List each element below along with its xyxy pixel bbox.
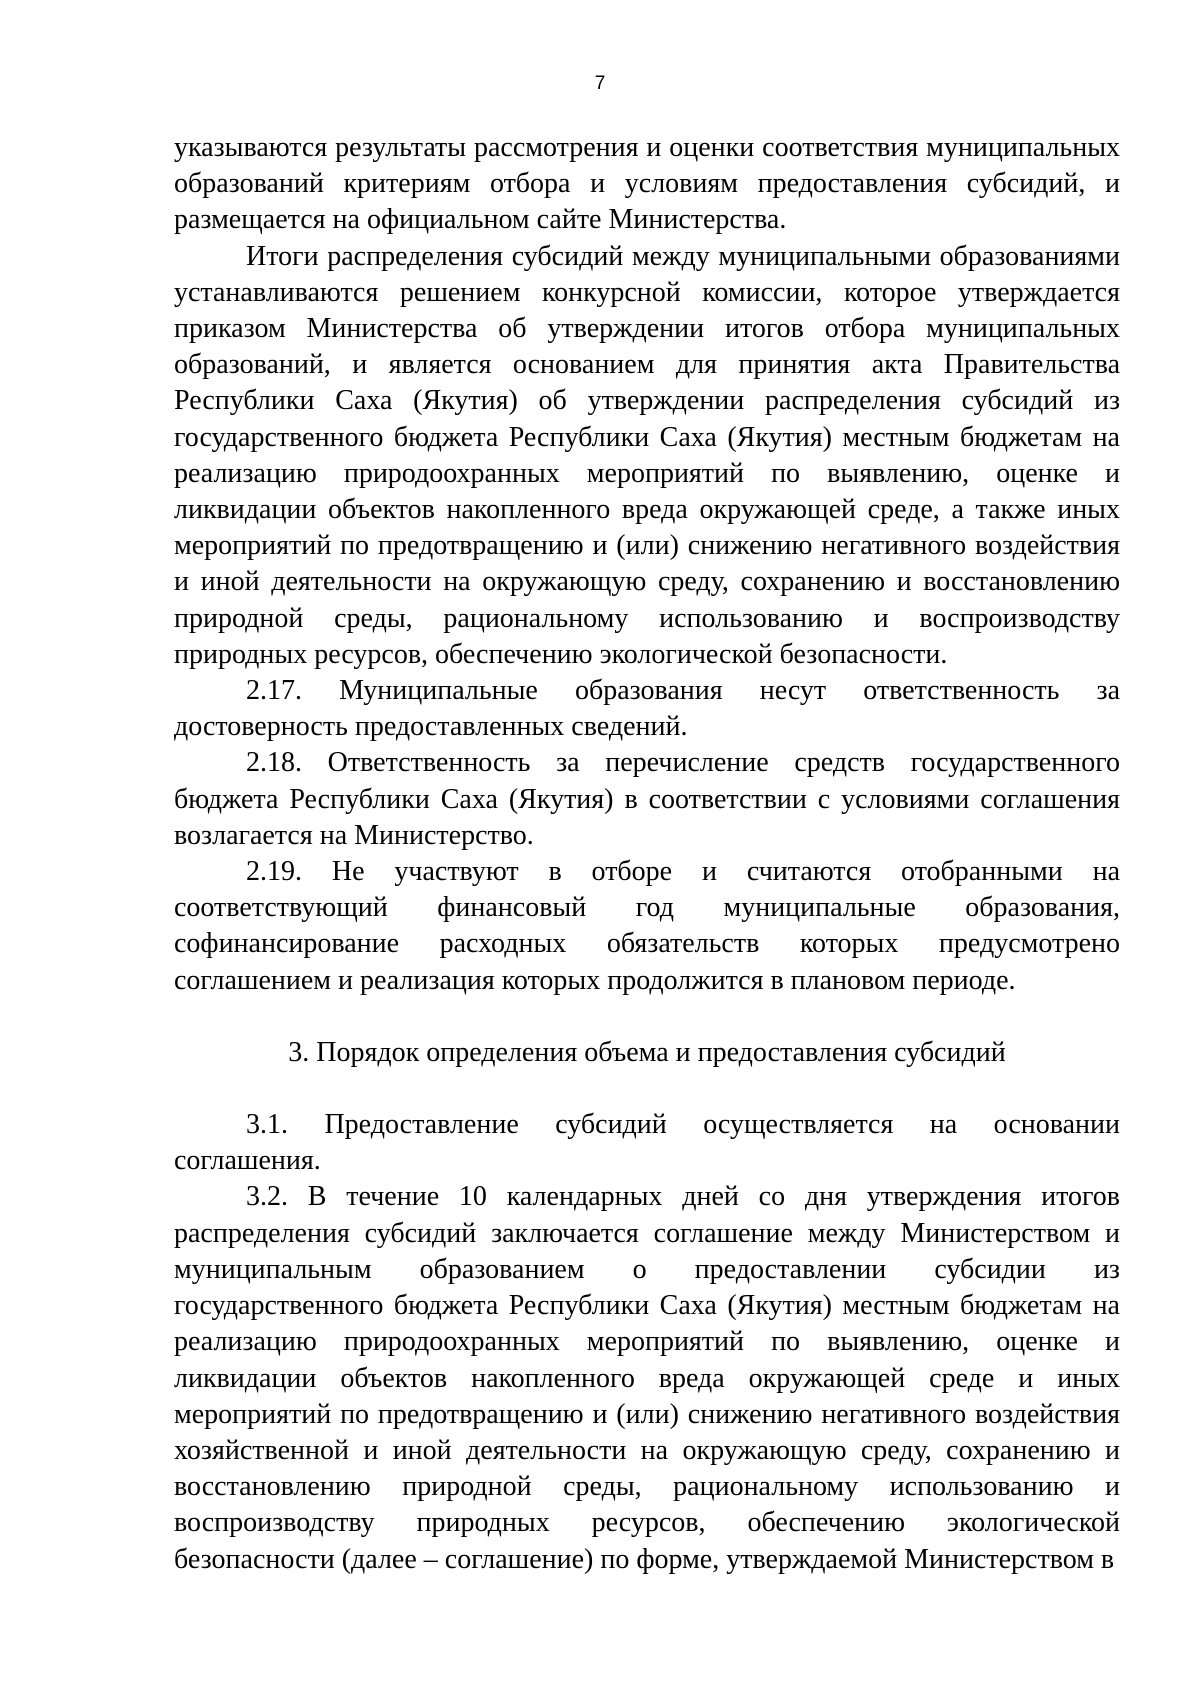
paragraph-2-18: 2.18. Ответственность за перечисление средств государственного бюджета Республики Саха (Якутия) в соответствии с условиями соглашения возлагается на Министерство. (174, 747, 1120, 851)
section-heading: 3. Порядок определения объема и предоставления субсидий (288, 1036, 1006, 1068)
paragraph-subsidy-results: Итоги распределения субсидий между муниципальными образованиями устанавливаются решением конкурсной комиссии, которое утверждается приказом Министерства об утверждении итогов отбора муниципальных образований, и является основанием для принятия акта Правительства Республики Саха (Якутия) об утверждении распределения субсидий из государственного бюджета Республики Саха (Якутия) местным бюджетам на реализацию природоохранных мероприятий по выявлению, оценке и ликвидации объектов накопленного вреда окружающей среде, а также иных мероприятий по предотвращению и (или) снижению негативного воздействия и иной деятельности на окружающую среду, сохранению и восстановлению природной среды, рациональному использованию и воспроизводству природных ресурсов, обеспечению экологической безопасности. (174, 240, 1120, 670)
paragraph-2-17: 2.17. Муниципальные образования несут ответственность за достоверность предоставленных сведений. (174, 675, 1120, 743)
document-body (174, 130, 1120, 1578)
paragraph-continuation: указываются результаты рассмотрения и оценки соответствия муниципальных образований критериям отбора и условиям предоставления субсидий, и размещается на официальном сайте Министерства. (174, 132, 1120, 236)
paragraph-2-19: 2.19. Не участвуют в отборе и считаются отобранными на соответствующий финансовый год муниципальные образования, софинансирование расходных обязательств которых предусмотрено соглашением и реализация которых продолжится в плановом периоде. (174, 856, 1120, 996)
paragraph-3-2: 3.2. В течение 10 календарных дней со дня утверждения итогов распределения субсидий заключается соглашение между Министерством и муниципальным образованием о предоставлении субсидии из государственного бюджета Республики Саха (Якутия) местным бюджетам на реализацию природоохранных мероприятий по выявлению, оценке и ликвидации объектов накопленного вреда окружающей среде и иных мероприятий по предотвращению и (или) снижению негативного воздействия хозяйственной и иной деятельности на окружающую среду, сохранению и восстановлению природной среды, рациональному использованию и воспроизводству природных ресурсов, обеспечению экологической безопасности (далее – соглашение) по форме, утверждаемой Министерством в (174, 1181, 1120, 1575)
paragraph-3-1: 3.1. Предоставление субсидий осуществляется на основании соглашения. (174, 1109, 1120, 1177)
page-number: 7 (594, 73, 606, 94)
